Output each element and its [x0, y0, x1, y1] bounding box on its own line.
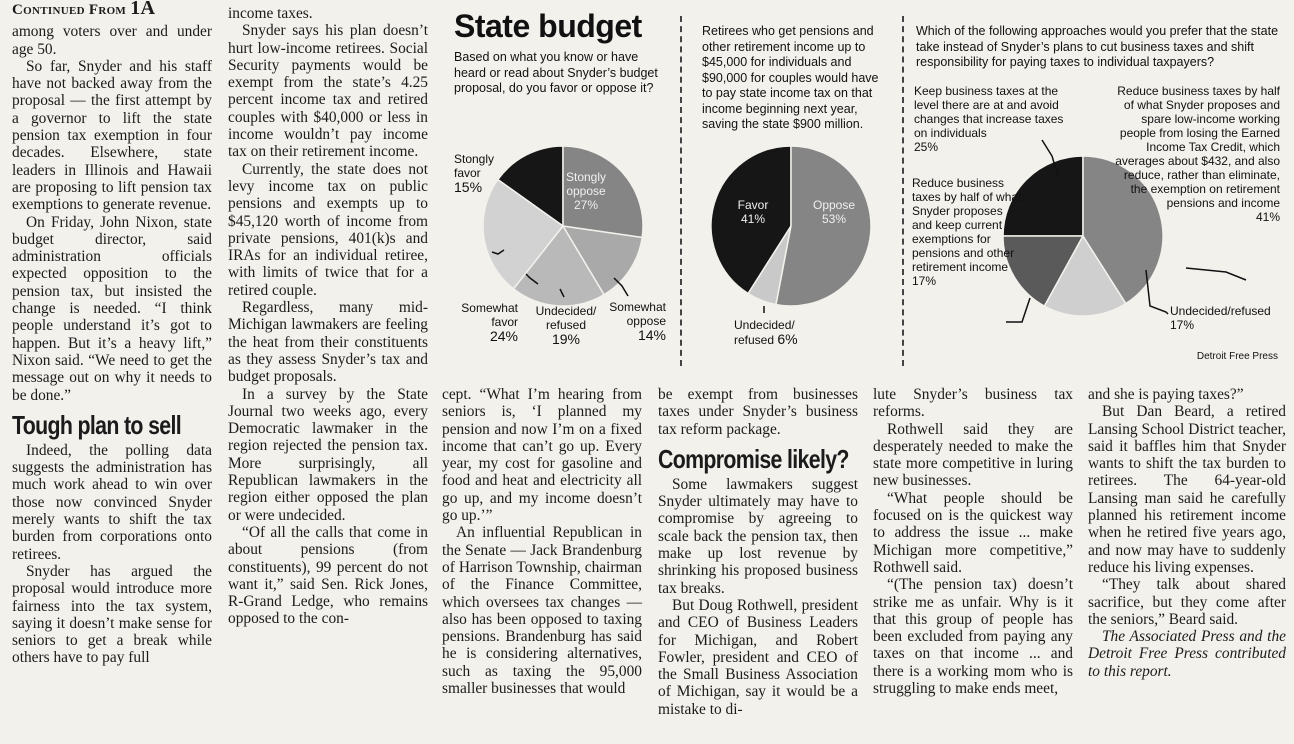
- pie2-label-undecided: Undecided/ refused 6%: [734, 318, 798, 347]
- pie1-label-strongly-favor: Stongly favor 15%: [454, 152, 495, 195]
- paragraph: But Doug Rothwell, president and CEO of Business Leaders for Michigan, and Robert Fowler, president and CEO of the Small Business Association of Michigan, say it would be a mistake to di-: [658, 596, 858, 718]
- article-column-5: [873, 386, 1073, 697]
- pie1-label-strongly-oppose: Stongly oppose 27%: [565, 170, 607, 212]
- subhead-tough-plan: Tough plan to sell: [12, 409, 182, 440]
- paragraph: “(The pension tax) doesn’t strike me as unfair. Why is it that this group of people has been excluded from paying any taxes on that income ... and there is a working mom who is struggling to make ends meet,: [873, 576, 1073, 698]
- paragraph: But Dan Beard, a retired Lansing School District teacher, said it baffles him that Snyder wants to shift the tax burden to retirees. The 64-year-old Lansing man said he carefully planned his retirement income when he retired five years ago, and now may have to suddenly reduce his living expenses.: [1088, 403, 1286, 576]
- paragraph: Indeed, the polling data suggests the administration has much work ahead to win over those now convinced Snyder merely wants to shift the tax burden from corporations onto retirees.: [12, 441, 212, 563]
- paragraph: Regardless, many mid-Michigan lawmakers are feeling the heat from their constituents as they assess Snyder’s tax and budget proposals.: [228, 299, 428, 386]
- credit-line: The Associated Press and the Detroit Free Press contributed to this report.: [1088, 628, 1286, 680]
- paragraph: “What people should be focused on is the quickest way to address the issue ... make Michigan more competitive,” Rothwell said.: [873, 489, 1073, 576]
- graphic-source: Detroit Free Press: [1196, 351, 1278, 362]
- subhead-compromise: Compromise likely?: [658, 443, 849, 474]
- pie3-question: Which of the following approaches would you prefer that the state take instead of Snyder’s plans to cut business taxes and shift responsibility for paying taxes to individual taxpayers?: [916, 24, 1279, 69]
- paragraph: In a survey by the State Journal two weeks ago, every Democratic lawmaker in the region rejected the pension tax. More surprisingly, all Republican lawmakers in the region either opposed the plan or were undecided.: [228, 385, 428, 524]
- paragraph: An influential Republican in the Senate — Jack Brandenburg of Harrison Township, chairman of the Finance Committee, which oversees tax changes — also has been opposed to taxing pensions. Brandenburg has said he is considering alternatives, such as taxing the 95,000 smaller businesses that would: [442, 524, 642, 698]
- continued-kicker: Continued From 1A: [12, 0, 156, 19]
- pie2-slice-0: [776, 146, 871, 306]
- paragraph: cept. “What I’m hearing from seniors is, ‘I planned my pension and now I’m on a fixed income that can’t go up. Every year, my cost for gasoline and food and heat and electricity all go up, and my income doesn’t go up.’”: [442, 386, 642, 525]
- graphic-title: State budget: [454, 8, 642, 44]
- state-budget-graphic: [446, 6, 1286, 370]
- article-column-1: [12, 0, 212, 667]
- paragraph: Some lawmakers suggest Snyder ultimately may have to compromise by agreeing to scale back the pension tax, then make up lost revenue by shrinking his proposed business tax breaks.: [658, 475, 858, 597]
- pie1-label-somewhat-favor: Somewhat favor 24%: [461, 301, 518, 344]
- pie2-label-oppose: Oppose 53%: [812, 198, 856, 226]
- pie3-label-keep: Keep business taxes at the level there are at and avoid changes that increase taxes on individuals 25%: [914, 84, 1064, 154]
- leader-line: [1006, 298, 1030, 322]
- paragraph: and she is paying taxes?”: [1088, 386, 1244, 403]
- paragraph: “They talk about shared sacrifice, but they come after the seniors,” Beard said.: [1088, 576, 1286, 628]
- paragraph: be exempt from businesses taxes under Snyder’s business tax reform package.: [658, 386, 858, 438]
- pie1-label-somewhat-oppose: Somewhat oppose 14%: [609, 300, 666, 343]
- pie3-label-half-keep: Reduce business taxes by half of what Snyder proposes and keep current exemptions for pensions and other retirement income 17%: [912, 176, 1022, 288]
- paragraph: Snyder has argued the proposal would introduce more fairness into the tax system, saying it doesn’t make sense for seniors to get a break while others have to pay full: [12, 562, 212, 667]
- pie3-label-undecided: Undecided/refused 17%: [1170, 304, 1271, 332]
- paragraph: Rothwell said they are desperately needed to make the state more competitive in luring new businesses.: [873, 420, 1073, 490]
- paragraph: So far, Snyder and his staff have not backed away from the proposal — the first attempt by a governor to lift the state pension tax exemption in four decades. Elsewhere, state leaders in Illinois and Hawaii are proposing to lift pension tax exemptions to generate revenue.: [12, 57, 212, 214]
- pie2-question: Retirees who get pensions and other retirement income up to $45,000 for individuals and $90,000 for couples would have to pay state income tax on that income beginning next year, saving the state $900 million.: [702, 24, 879, 131]
- paragraph: income taxes.: [228, 5, 313, 22]
- pie1-question: Based on what you know or have heard or read about Snyder’s budget proposal, do you favor or oppose it?: [454, 50, 658, 95]
- article-column-6: [1088, 386, 1286, 680]
- pie1-label-undecided: Undecided/ refused 19%: [535, 304, 597, 347]
- pie2-label-favor: Favor 41%: [737, 198, 769, 226]
- paragraph: Currently, the state does not levy income tax on public pensions and exempts up to $45,120 worth of income from private pensions, 401(k)s and IRAs for an individual retiree, with limits of twice that for a retired couple.: [228, 160, 428, 299]
- paragraph: among voters over and under age 50.: [12, 23, 212, 58]
- leader-line: [1186, 268, 1246, 280]
- article-column-2: [228, 5, 428, 628]
- paragraph: “Of all the calls that come in about pensions (from constituents), 99 percent do not want it,” said Sen. Rick Jones, R-Grand Ledge, who remains opposed to the con-: [228, 523, 428, 628]
- paragraph: On Friday, John Nixon, state budget director, said administration officials expected opposition to the pension tax, but insisted the change is needed. “I think people understand it’s got to happen. But it’s a heavy lift,” Nixon said. “We need to get the message out on why it needs to be done.”: [12, 213, 212, 404]
- paragraph: Snyder says his plan doesn’t hurt low-income retirees. Social Security payments would be exempt from the state’s 4.25 percent income tax and retired couples with $40,000 or less in income wouldn’t pay income tax on their retirement income.: [228, 22, 428, 161]
- article-column-3: [442, 386, 642, 697]
- pie3-label-half-spare: Reduce business taxes by half of what Snyder proposes and spare low-income working people from losing the Earned Income Tax Credit, which averages about $432, and also reduce, rather than eliminate, the exemption on retirement pensions and income 41%: [1115, 84, 1280, 224]
- paragraph: lute Snyder’s business tax reforms.: [873, 386, 1073, 421]
- article-column-4: [658, 386, 858, 718]
